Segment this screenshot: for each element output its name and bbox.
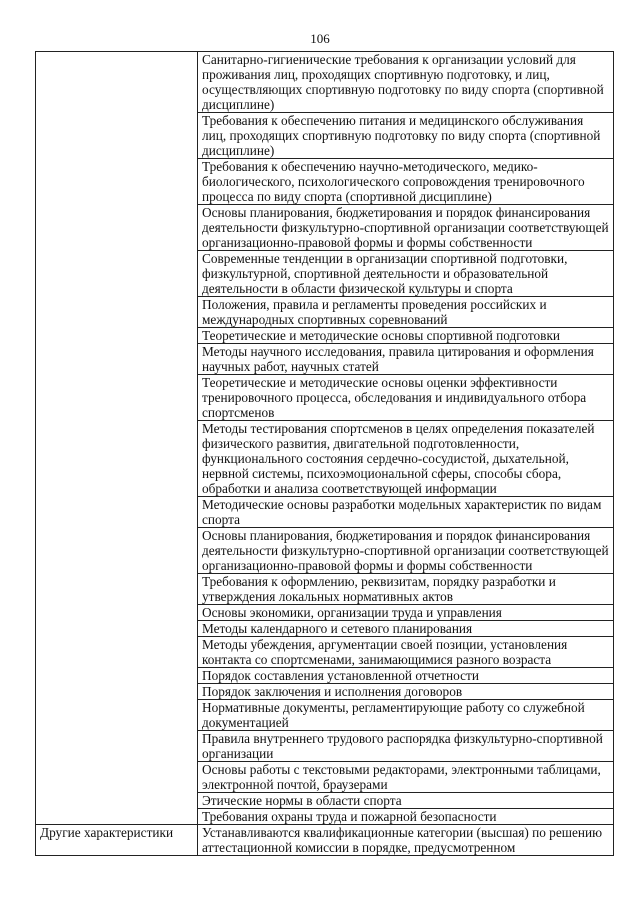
knowledge-item: Основы планирования, бюджетирования и порядок финансирования деятельности физкультурно-спортивной организации соответствующей организационно-правовой формы и формы собственности	[198, 528, 614, 574]
knowledge-item: Методы научного исследования, правила цитирования и оформления научных работ, научных статей	[198, 344, 614, 375]
table-row	[36, 52, 614, 113]
knowledge-item: Этические нормы в области спорта	[198, 793, 614, 809]
knowledge-item: Теоретические и методические основы оценки эффективности тренировочного процесса, обследования и индивидуального отбора спортсменов	[198, 375, 614, 421]
knowledge-item: Основы планирования, бюджетирования и порядок финансирования деятельности физкультурно-спортивной организации соответствующей организационно-правовой формы и формы собственности	[198, 205, 614, 251]
knowledge-item: Требования к обеспечению питания и медицинского обслуживания лиц, проходящих спортивную подготовку по виду спорта (спортивной дисциплине)	[198, 113, 614, 159]
knowledge-item: Методы календарного и сетевого планирования	[198, 621, 614, 637]
knowledge-item: Порядок заключения и исполнения договоров	[198, 684, 614, 700]
requirements-table-body	[36, 52, 614, 856]
table-row	[36, 825, 614, 856]
knowledge-item: Правила внутреннего трудового распорядка физкультурно-спортивной организации	[198, 731, 614, 762]
knowledge-item: Методические основы разработки модельных характеристик по видам спорта	[198, 497, 614, 528]
other-characteristics-text: Устанавливаются квалификационные категории (высшая) по решению аттестационной комиссии в порядке, предусмотренном	[198, 825, 614, 856]
knowledge-item: Требования к оформлению, реквизитам, порядку разработки и утверждения локальных нормативных актов	[198, 574, 614, 605]
other-characteristics-label: Другие характеристики	[36, 825, 198, 856]
knowledge-item: Методы тестирования спортсменов в целях определения показателей физического развития, двигательной подготовленности, функционального состояния сердечно-сосудистой, дыхательной, нервной системы, психоэмоциональной сферы, способы сбора, обработки и анализа соответствующей информации	[198, 421, 614, 497]
knowledge-item: Основы работы с текстовыми редакторами, электронными таблицами, электронной почтой, браузерами	[198, 762, 614, 793]
knowledge-label-cell	[36, 52, 198, 825]
knowledge-item: Требования охраны труда и пожарной безопасности	[198, 809, 614, 825]
knowledge-item: Основы экономики, организации труда и управления	[198, 605, 614, 621]
knowledge-item: Нормативные документы, регламентирующие работу со служебной документацией	[198, 700, 614, 731]
knowledge-item: Методы убеждения, аргументации своей позиции, установления контакта со спортсменами, занимающимися разного возраста	[198, 637, 614, 668]
knowledge-item: Требования к обеспечению научно-методического, медико-биологического, психологического сопровождения тренировочного процесса по виду спорта (спортивной дисциплине)	[198, 159, 614, 205]
knowledge-item: Современные тенденции в организации спортивной подготовки, физкультурной, спортивной деятельности и образовательной деятельности в области физической культуры и спорта	[198, 251, 614, 297]
knowledge-item: Санитарно-гигиенические требования к организации условий для проживания лиц, проходящих спортивную подготовку, и лиц, осуществляющих спортивную подготовку по виду спорта (спортивной дисциплине)	[198, 52, 614, 113]
page-number: 106	[310, 31, 330, 46]
knowledge-item: Положения, правила и регламенты проведения российских и международных спортивных соревнований	[198, 297, 614, 328]
knowledge-item: Порядок составления установленной отчетности	[198, 668, 614, 684]
knowledge-item: Теоретические и методические основы спортивной подготовки	[198, 328, 614, 344]
requirements-table	[35, 51, 614, 856]
